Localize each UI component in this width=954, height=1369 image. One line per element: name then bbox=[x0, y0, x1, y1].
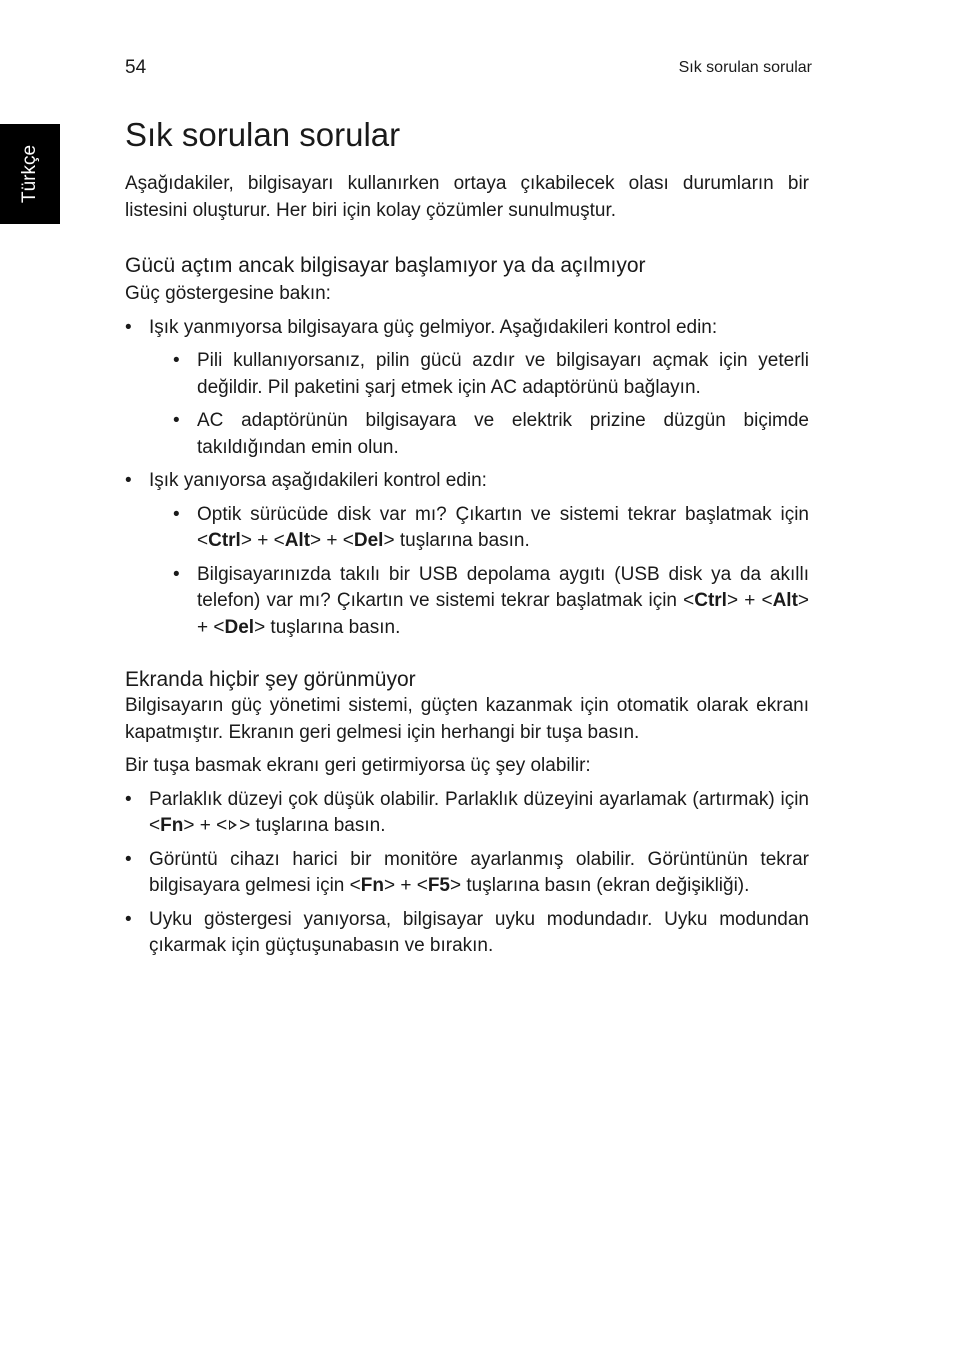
power-checklist bbox=[125, 315, 809, 642]
section-heading-power: Gücü açtım ancak bilgisayar başlamıyor ya da açılmıyor bbox=[125, 254, 646, 277]
list-item: • Parlaklık düzeyi çok düşük olabilir. Parlaklık düzeyini ayarlamak (artırmak) için <Fn> + < > tuşlarına basın. bbox=[125, 788, 809, 836]
section-heading-display: Ekranda hiçbir şey görünmüyor bbox=[125, 668, 416, 691]
bullet-mark: • bbox=[173, 350, 180, 371]
bullet-mark: • bbox=[173, 563, 180, 585]
list-item: • Uyku göstergesi yanıyorsa, bilgisayar uyku modundadır. Uyku modundan çıkarmak için güçtuşunabasın ve bırakın. bbox=[125, 908, 809, 956]
bullet-mark: • bbox=[125, 908, 132, 930]
list-item: • AC adaptörünün bilgisayara ve elektrik prizine düzgün biçimde takıldığından emin olun. bbox=[173, 410, 809, 458]
key-fn: Fn bbox=[360, 875, 384, 896]
list-item: • Optik sürücüde disk var mı? Çıkartın ve sistemi tekrar başlatmak için <Ctrl> + <Alt> + <Del> tuşlarına basın. bbox=[173, 503, 809, 551]
key-ctrl: Ctrl bbox=[208, 530, 241, 551]
list-item: • Görüntü cihazı harici bir monitöre ayarlanmış olabilir. Görüntünün tekrar bilgisayara gelmesi için <Fn> + <F5> tuşlarına basın (ekran değişikliği). bbox=[125, 848, 809, 896]
sub-list bbox=[173, 502, 809, 642]
key-del: Del bbox=[224, 616, 255, 638]
display-paragraph-2: Bir tuşa basmak ekranı geri getirmiyorsa üç şey olabilir: bbox=[125, 755, 591, 776]
list-item: • Işık yanmıyorsa bilgisayara güç gelmiyor. Aşağıdakileri kontrol edin: • Pili kullanıyorsanız, pilin gücü azdır ve bilgisayarı açmak için yeterli değildir. Pil paketini şarj etmek için AC adaptörünü bağlayın. • AC adaptörünün bilgisayara ve elektrik prizine düzgün biçimde takıldığından emin olun. bbox=[125, 315, 809, 462]
sub-list bbox=[173, 348, 809, 461]
list-item: • Işık yanıyorsa aşağıdakileri kontrol edin: • Optik sürücüde disk var mı? Çıkartın ve sistemi tekrar başlatmak için <Ctrl> + <Alt> + <Del> tuşlarına basın. • Bilgisayarınızda takılı bir USB depolama aygıtı (USB disk ya da akıllı telefon) var mı? Çıkartın ve sistemi tekrar başlatmak için <Ctrl> + <Alt> + <Del> tuşlarına basın. bbox=[125, 468, 809, 641]
display-paragraph-1: Bilgisayarın güç yönetimi sistemi, güçten kazanmak için otomatik olarak ekranı kapatmıştır. Ekranın geri gelmesi için herhangi bir tuşa basın. bbox=[125, 695, 809, 743]
list-item: • Pili kullanıyorsanız, pilin gücü azdır ve bilgisayarı açmak için yeterli değildir. Pil paketini şarj etmek için AC adaptörünü bağlayın. bbox=[173, 350, 809, 398]
page-number: 54 bbox=[125, 57, 147, 78]
running-title: Sık sorulan sorular bbox=[678, 59, 812, 76]
language-tab-label: Türkçe bbox=[19, 144, 40, 204]
display-checklist bbox=[125, 787, 809, 960]
intro-paragraph: Aşağıdakiler, bilgisayarı kullanırken ortaya çıkabilecek olası durumların bir listesini oluşturur. Her biri için kolay çözümler sunulmuştur. bbox=[125, 173, 809, 221]
key-f5: F5 bbox=[427, 875, 451, 896]
page-title: Sık sorulan sorular bbox=[125, 116, 401, 153]
language-tab bbox=[0, 124, 60, 224]
power-lead: Güç göstergesine bakın: bbox=[125, 283, 331, 304]
list-item: • Bilgisayarınızda takılı bir USB depolama aygıtı (USB disk ya da akıllı telefon) var mı? Çıkartın ve sistemi tekrar başlatmak için <Ctrl> + <Alt> + <Del> tuşlarına basın. bbox=[173, 563, 809, 638]
bullet-mark: • bbox=[125, 788, 132, 810]
key-del: Del bbox=[353, 530, 384, 551]
bullet-mark: • bbox=[125, 848, 132, 870]
bullet-mark: • bbox=[125, 470, 132, 491]
brightness-up-key-icon bbox=[229, 820, 237, 830]
page-content bbox=[125, 113, 809, 967]
key-fn: Fn bbox=[160, 815, 184, 836]
bullet-mark: • bbox=[125, 316, 132, 338]
bullet-mark: • bbox=[173, 503, 180, 525]
key-alt: Alt bbox=[772, 590, 798, 611]
key-alt: Alt bbox=[284, 530, 311, 551]
key-ctrl: Ctrl bbox=[694, 590, 727, 611]
bullet-mark: • bbox=[173, 410, 180, 431]
